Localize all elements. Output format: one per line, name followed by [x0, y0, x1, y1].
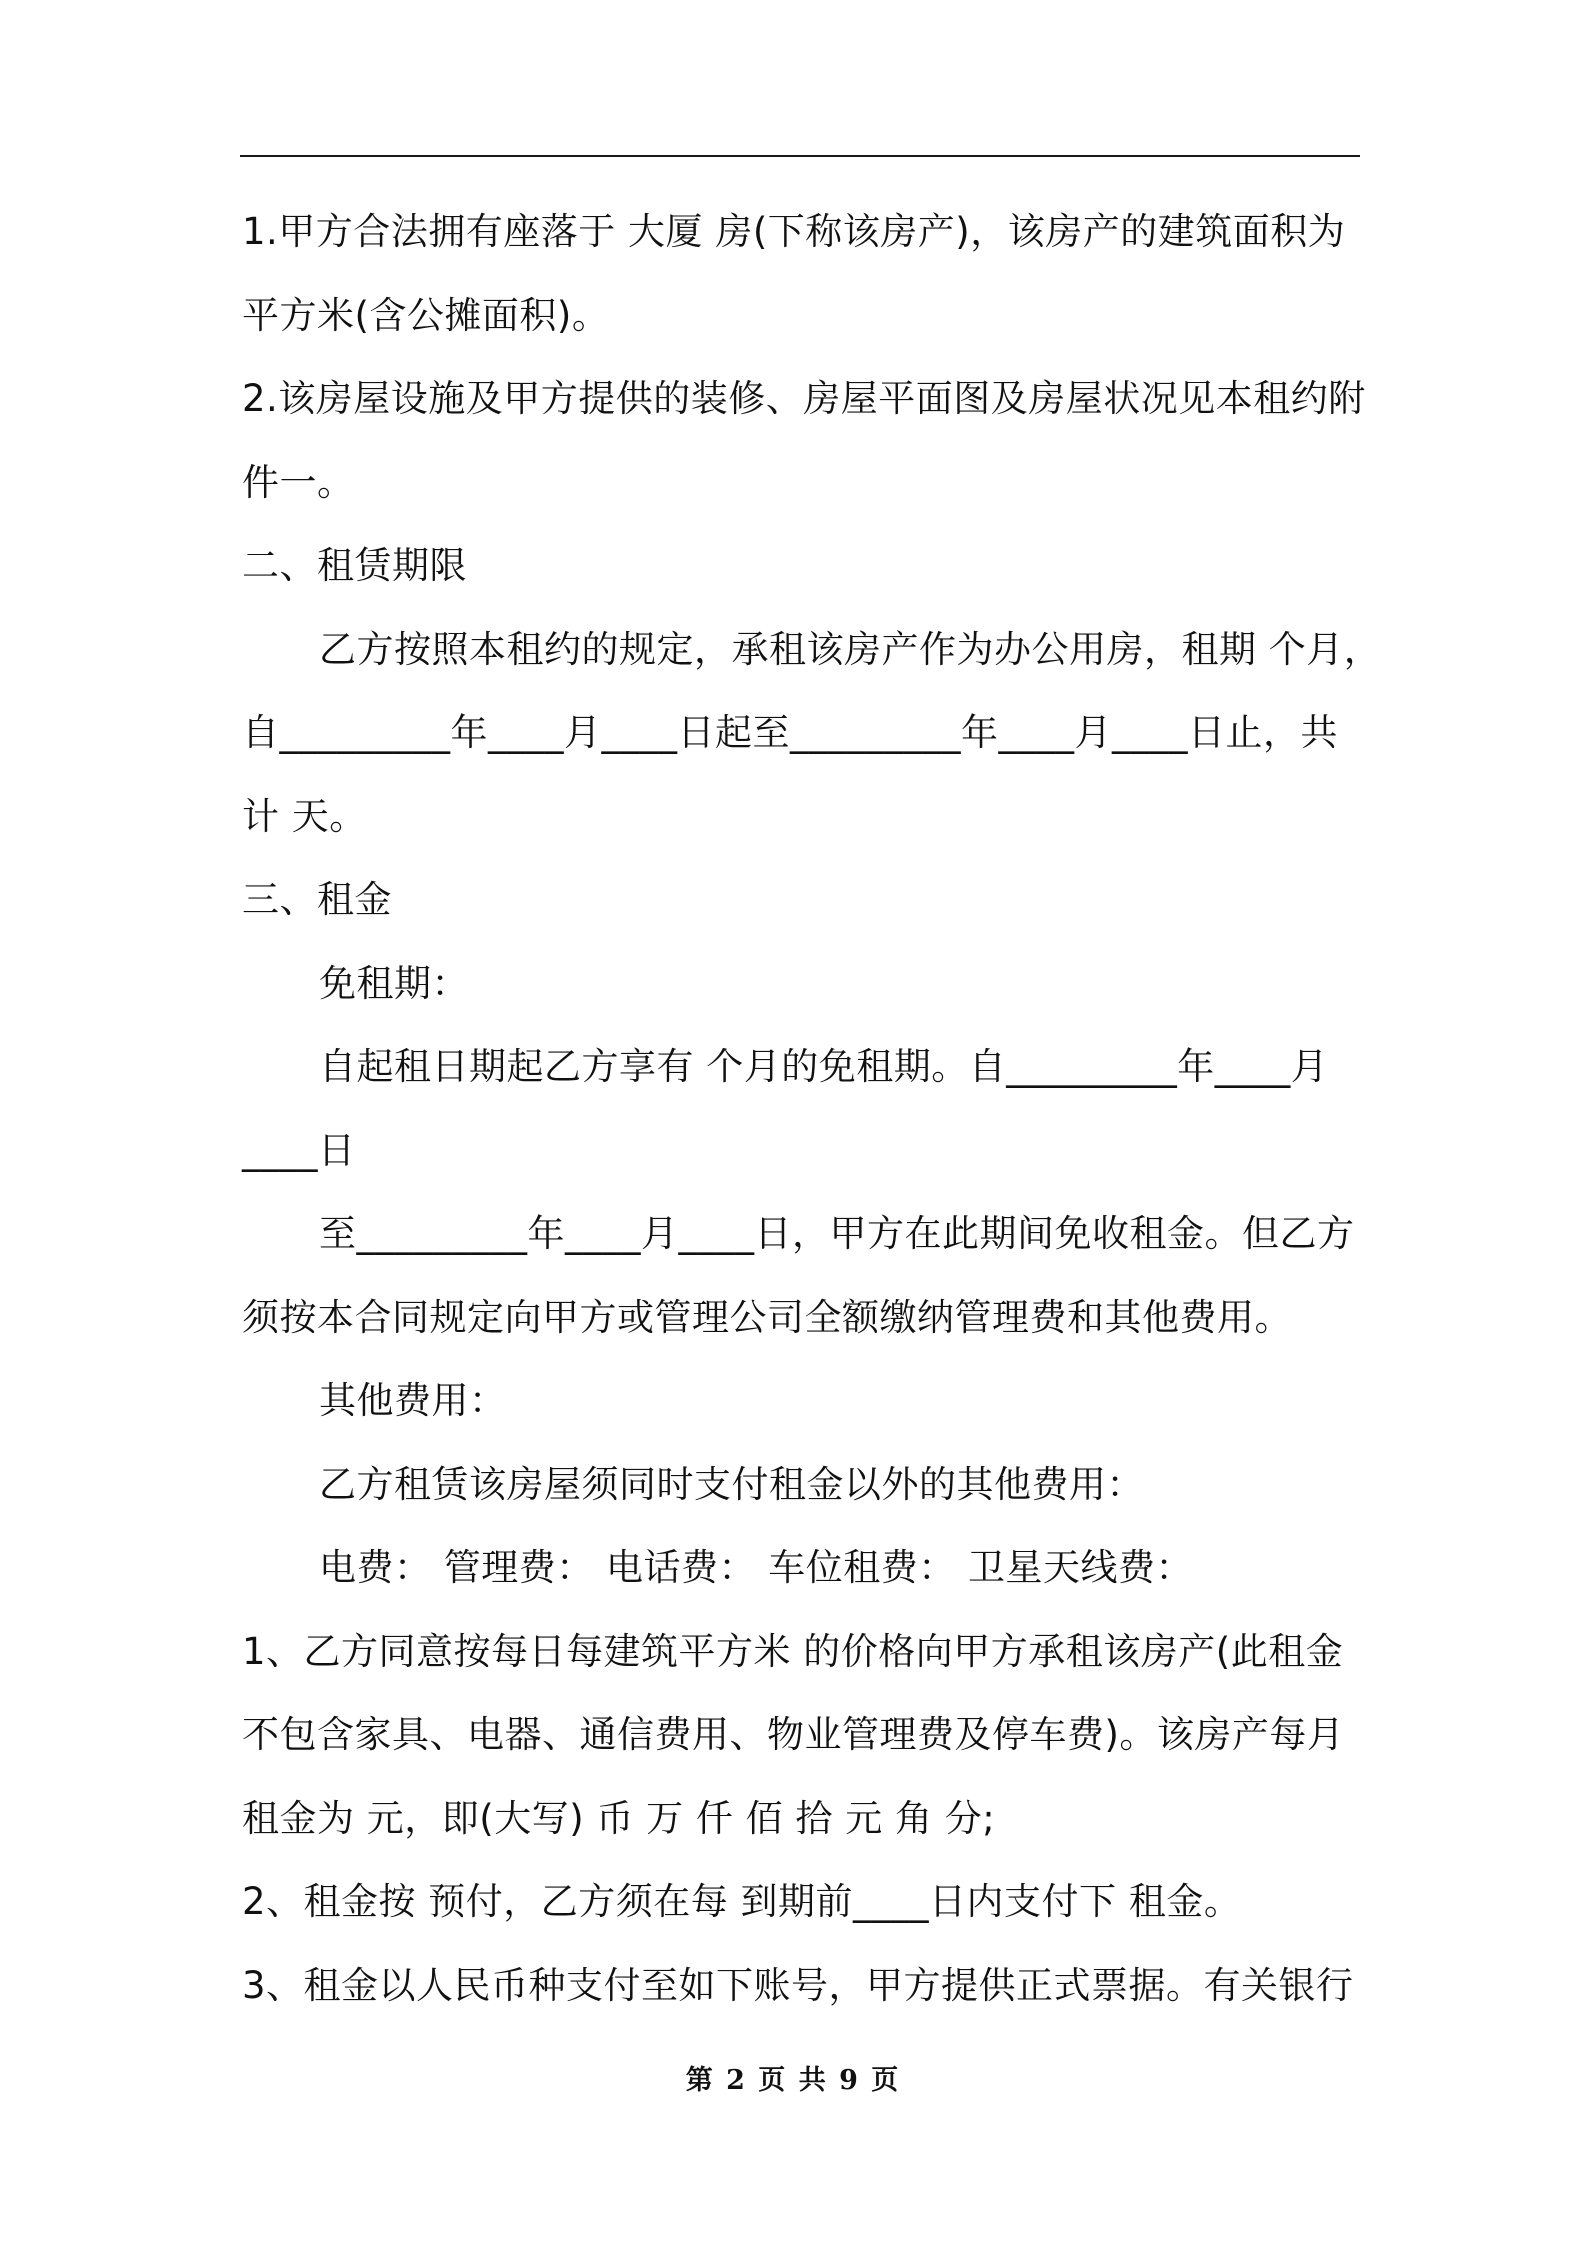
- contract-body: [242, 190, 1382, 2027]
- text-line: 1、乙方同意按每日每建筑平方米 的价格向甲方承租该房产(此租金: [242, 1629, 1344, 1673]
- text-line: 计 天。: [242, 794, 367, 838]
- text-line: 不包含家具、电器、通信费用、物业管理费及停车费)。该房产每月: [242, 1713, 1345, 1756]
- text-line: 须按本合同规定向甲方或管理公司全额缴纳管理费和其他费用。: [242, 1295, 1292, 1339]
- section-heading-rent: 三、租金: [242, 878, 392, 921]
- text-line: 自_________年____月____日起至_________年____月____日止，共: [242, 711, 1338, 754]
- text-line: 2、租金按 预付，乙方须在每 到期前____日内支付下 租金。: [242, 1880, 1242, 1923]
- text-line: 乙方按照本租约的规定，承租该房产作为办公用房，租期 个月，: [319, 627, 1382, 671]
- text-line: 平方米(含公摊面积)。: [242, 293, 610, 337]
- text-line: 2.该房屋设施及甲方提供的装修、房屋平面图及房屋状况见本租约附: [242, 377, 1366, 420]
- fee-list-line: 电费： 管理费： 电话费： 车位租费： 卫星天线费：: [319, 1546, 1194, 1589]
- header-rule: [240, 155, 1360, 157]
- text-line: 租金为 元，即(大写) 币 万 仟 佰 拾 元 角 分;: [242, 1796, 996, 1840]
- subheading-other-fees: 其他费用：: [319, 1379, 507, 1422]
- text-line: 自起租日期起乙方享有 个月的免租期。自_________年____月: [319, 1045, 1329, 1088]
- text-line: 至_________年____月____日，甲方在此期间免收租金。但乙方: [319, 1212, 1355, 1255]
- text-line: 1.甲方合法拥有座落于 大厦 房(下称该房产)，该房产的建筑面积为: [242, 210, 1346, 253]
- text-line: ____日: [242, 1128, 356, 1172]
- text-line: 乙方租赁该房屋须同时支付租金以外的其他费用：: [319, 1462, 1144, 1506]
- subheading-rent-free: 免租期：: [319, 961, 469, 1005]
- section-heading-lease-term: 二、租赁期限: [242, 544, 467, 587]
- text-line: 件一。: [242, 460, 355, 504]
- page-number-footer: 第 2 页 共 9 页: [685, 2065, 901, 2096]
- text-line: 3、租金以人民币种支付至如下账号，甲方提供正式票据。有关银行: [242, 1963, 1354, 2007]
